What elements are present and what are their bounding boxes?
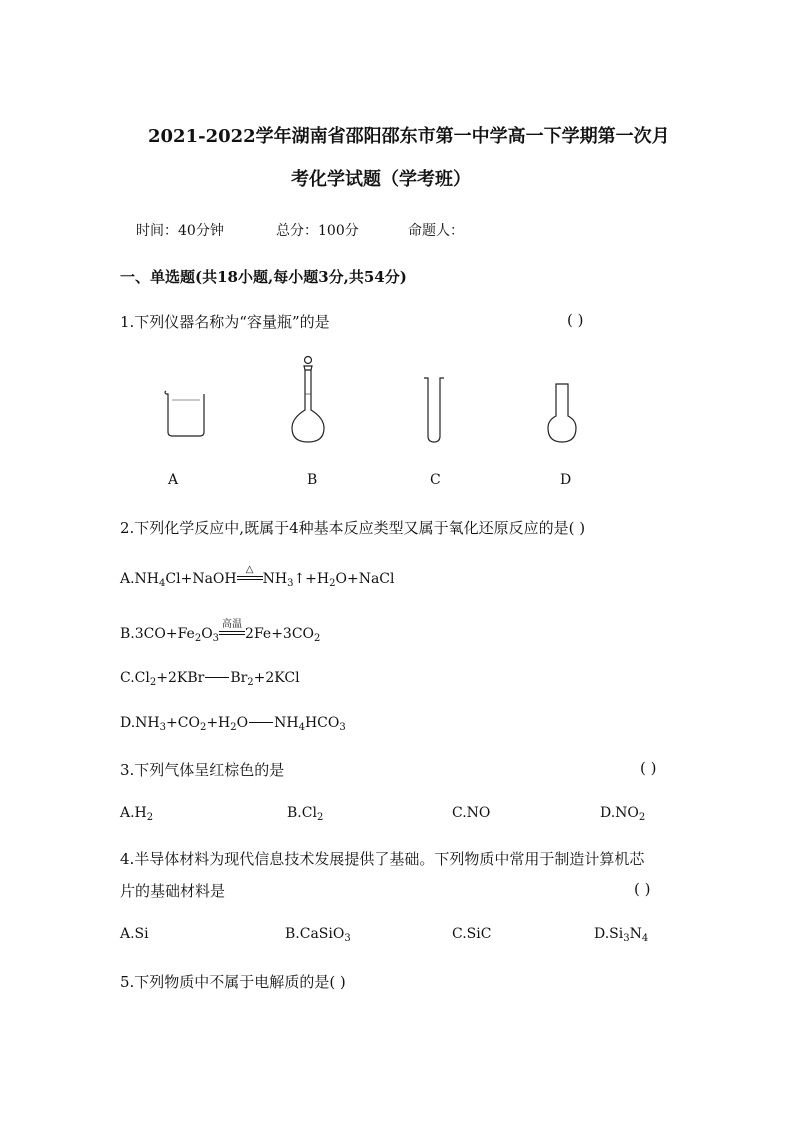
q2-option-c: $C.Cl_2+2KBr$ $Br_2+2KCl$ — [120, 670, 300, 688]
q1-option-c-label: C — [430, 472, 441, 488]
q2-option-b: $B.3CO+Fe_2O_3$ 高温 $2Fe+3CO_2$ — [120, 619, 321, 644]
question-4-answer-blank: ( ) — [634, 880, 651, 898]
q3-option-b: $B.Cl_2$ — [287, 805, 324, 823]
question-5-text: 5.下列物质中不属于电解质的是( ) — [120, 973, 346, 991]
q3-option-c: C.NO — [452, 805, 491, 821]
q1-option-d-label: D — [560, 472, 572, 488]
question-3-text: 3.下列气体呈红棕色的是 — [120, 761, 285, 779]
exam-author: 命题人： — [408, 223, 464, 239]
question-3-answer-blank: ( ) — [640, 759, 657, 777]
q1-option-a-label: A — [168, 472, 179, 488]
q1-option-b-label: B — [307, 472, 318, 488]
apparatus-figures — [150, 352, 610, 452]
question-4-text-line2: 片的基础材料是 — [120, 882, 226, 900]
q4-option-b: B.CaSiO$_3$ — [285, 926, 351, 944]
section-heading: 一、单选题(共18小题,每小题3分,共54分) — [120, 268, 407, 286]
beaker-icon — [165, 391, 204, 436]
question-1-answer-blank: ( ) — [567, 311, 584, 329]
q4-option-c: C.SiC — [452, 926, 492, 942]
question-2-text: 2.下列化学反应中,既属于4种基本反应类型又属于氧化还原反应的是( ) — [120, 519, 586, 537]
q4-option-a: A.Si — [120, 926, 149, 942]
document-title-line2: 考化学试题（学考班） — [291, 169, 471, 190]
q2-option-a: $A.NH_4Cl+NaOH$ △ $NH_3↑+H_2O+NaCl$ — [120, 564, 395, 589]
question-1-text: 1.下列仪器名称为“容量瓶”的是 — [120, 313, 330, 331]
q3-option-d: $D.NO_2$ — [600, 805, 646, 823]
q3-option-a: $A.H_2$ — [120, 805, 154, 823]
exam-time: 时间：40分钟 — [136, 223, 224, 239]
document-title-line1: 2021-2022学年湖南省邵阳邵东市第一中学高一下学期第一次月 — [148, 126, 670, 147]
q4-option-d: $D.Si_3N_4$ — [594, 926, 649, 944]
question-4-text-line1: 4.半导体材料为现代信息技术发展提供了基础。下列物质中常用于制造计算机芯 — [120, 850, 645, 868]
exam-total-score: 总分：100分 — [276, 223, 359, 239]
round-bottom-flask-icon — [548, 384, 576, 442]
volumetric-flask-icon — [292, 357, 324, 443]
q2-option-d: $D.NH_3+CO_2+H_2O$ $NH_4HCO_3$ — [120, 715, 346, 733]
test-tube-icon — [424, 378, 444, 442]
